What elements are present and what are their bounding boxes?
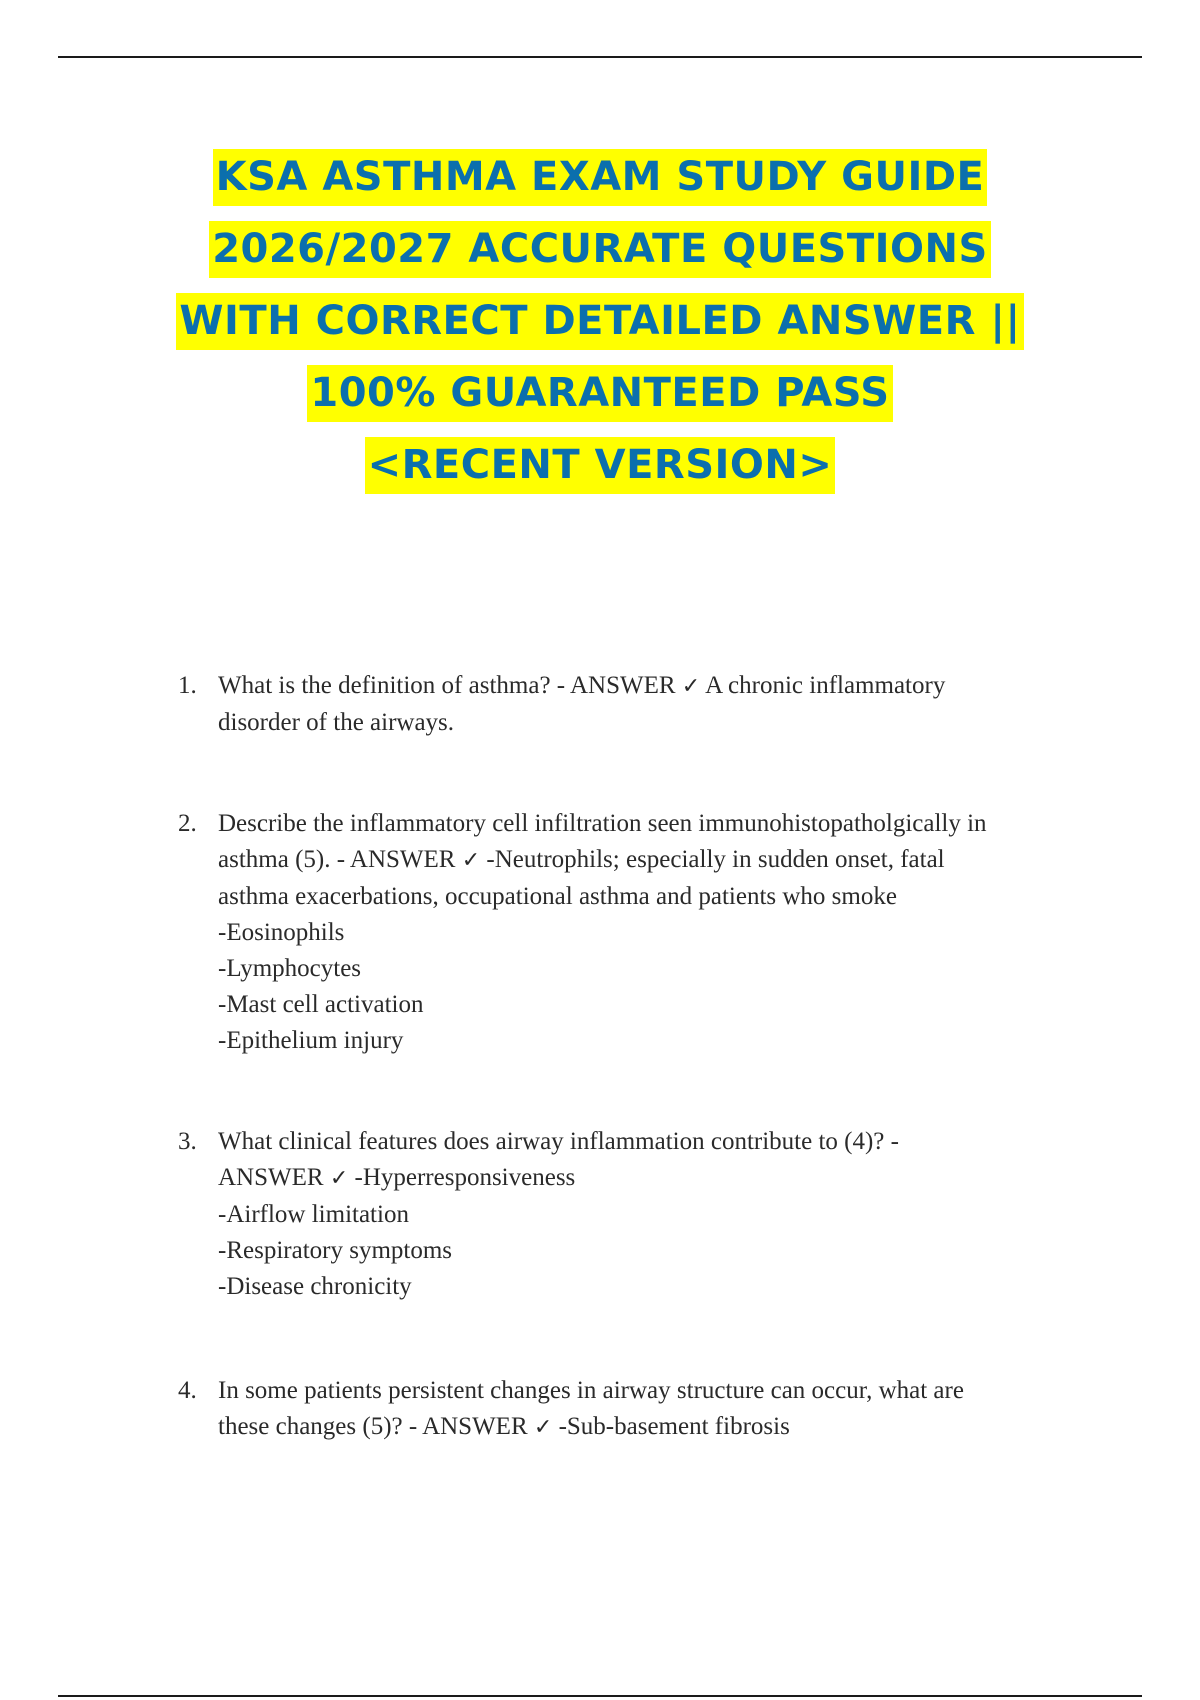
top-rule bbox=[58, 56, 1142, 58]
title-line-2: 2026/2027 ACCURATE QUESTIONS bbox=[100, 218, 1100, 289]
check-mark-icon: ✓ bbox=[533, 1415, 553, 1440]
text-line: In some patients persistent changes in airway structure can occur, what are bbox=[218, 1377, 964, 1404]
text-line: these changes (5)? - ANSWER ✓ -Sub-basement fibrosis bbox=[218, 1413, 790, 1440]
document-title bbox=[100, 146, 1100, 506]
text-line: ANSWER ✓ -Hyperresponsiveness bbox=[218, 1164, 576, 1191]
question-text bbox=[218, 668, 1098, 741]
text-line: -Eosinophils bbox=[218, 919, 345, 946]
question-number: 1. bbox=[178, 672, 197, 699]
question-text bbox=[218, 1373, 1098, 1446]
text-line: -Airflow limitation bbox=[218, 1201, 409, 1228]
check-mark-icon: ✓ bbox=[461, 848, 481, 873]
text-line: -Lymphocytes bbox=[218, 955, 362, 982]
text-line: -Mast cell activation bbox=[218, 991, 424, 1018]
bottom-rule bbox=[58, 1695, 1142, 1697]
title-line-5: <RECENT VERSION> bbox=[100, 434, 1100, 505]
title-line-3: WITH CORRECT DETAILED ANSWER || bbox=[100, 290, 1100, 361]
text-line: -Disease chronicity bbox=[218, 1273, 412, 1300]
question-number: 4. bbox=[178, 1377, 197, 1404]
text-line: asthma exacerbations, occupational asthma and patients who smoke bbox=[218, 883, 897, 910]
question-number: 3. bbox=[178, 1128, 197, 1155]
title-line-1: KSA ASTHMA EXAM STUDY GUIDE bbox=[100, 146, 1100, 217]
text-line: disorder of the airways. bbox=[218, 709, 455, 736]
text-line: -Respiratory symptoms bbox=[218, 1237, 453, 1264]
question-number: 2. bbox=[178, 810, 197, 837]
check-mark-icon: ✓ bbox=[329, 1166, 349, 1191]
text-line: Describe the inflammatory cell infiltration seen immunohistopatholgically in bbox=[218, 810, 987, 837]
text-line: What clinical features does airway inflammation contribute to (4)? - bbox=[218, 1128, 899, 1155]
text-line: What is the definition of asthma? - ANSWER ✓ A chronic inflammatory bbox=[218, 672, 946, 699]
check-mark-icon: ✓ bbox=[681, 674, 701, 699]
text-line: asthma (5). - ANSWER ✓ -Neutrophils; especially in sudden onset, fatal bbox=[218, 846, 945, 873]
question-text bbox=[218, 1124, 1098, 1305]
question-text bbox=[218, 806, 1098, 1059]
text-line: -Epithelium injury bbox=[218, 1027, 404, 1054]
title-line-4: 100% GUARANTEED PASS bbox=[100, 362, 1100, 433]
